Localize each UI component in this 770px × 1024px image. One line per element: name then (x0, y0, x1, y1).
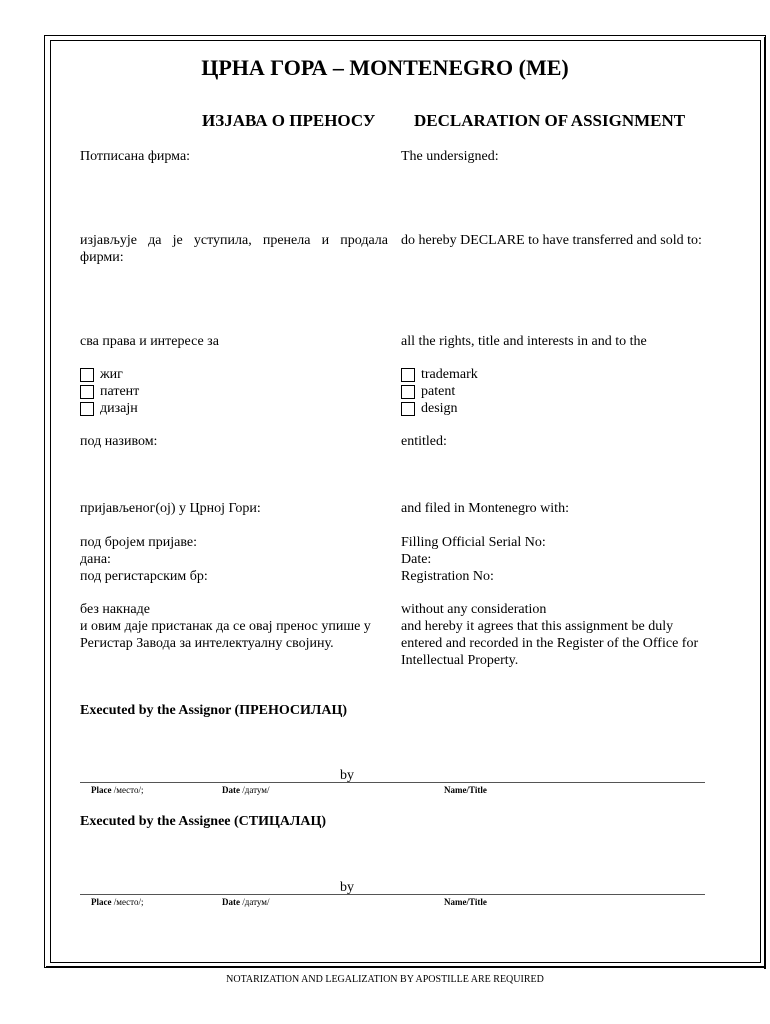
place-label-sr: /место/; (113, 785, 144, 795)
registration-label-en: Registration No: (401, 569, 494, 584)
assignee-name-title-caption: Name/Title (444, 897, 487, 907)
undersigned-label-en: The undersigned: (401, 149, 499, 164)
date-label-sr: /датум/ (242, 897, 270, 907)
filed-label-sr: пријављеног(ој) у Црној Гори: (80, 501, 261, 516)
header-serbian: ИЗЈАВА О ПРЕНОСУ (202, 111, 376, 130)
checkbox-label: trademark (421, 367, 478, 382)
serial-label-sr: под бројем пријаве: (80, 535, 198, 550)
place-label: Place (91, 785, 112, 795)
date-label: Date (222, 897, 240, 907)
checkbox-group-en (401, 366, 478, 417)
declare-text-sr: изјављује да је уступила, пренела и продала фирми: (80, 233, 388, 265)
assignor-name-title-caption: Name/Title (444, 785, 487, 795)
assignee-signature-line[interactable] (80, 894, 705, 895)
declare-text-en: do hereby DECLARE to have transferred and sold to: (401, 233, 702, 248)
header-english: DECLARATION OF ASSIGNMENT (414, 111, 686, 130)
assignee-place-caption (91, 897, 143, 907)
place-label-sr: /место/; (113, 897, 144, 907)
date-label-en: Date: (401, 552, 432, 567)
consideration-text-sr: и овим даје пристанак да се овај пренос упише у Регистар Завода за интелектуалну својину. (80, 619, 371, 651)
serial-label-en: Filling Official Serial No: (401, 535, 546, 550)
footer-notice: NOTARIZATION AND LEGALIZATION BY APOSTILLE ARE REQUIRED (226, 974, 544, 985)
checkbox-label: патент (100, 384, 140, 399)
assignor-by-label: by (340, 768, 354, 783)
consideration-line1-sr: без накнаде (80, 602, 150, 617)
assignee-heading: Executed by the Assignee (СТИЦАЛАЦ) (80, 814, 327, 829)
assignee-date-caption (222, 897, 269, 907)
assignor-place-caption (91, 785, 143, 795)
checkbox-design-en[interactable] (401, 402, 415, 416)
checkbox-row-patent-en[interactable] (401, 383, 478, 400)
date-label-sr: /датум/ (242, 785, 270, 795)
document-title: ЦРНА ГОРА – MONTENEGRO (ME) (201, 55, 569, 80)
checkbox-patent-en[interactable] (401, 385, 415, 399)
checkbox-row-design-en[interactable] (401, 400, 478, 417)
checkbox-label: design (421, 401, 458, 416)
checkbox-trademark-sr[interactable] (80, 368, 94, 382)
date-label-sr: дана: (80, 552, 111, 567)
checkbox-label: patent (421, 384, 456, 399)
filed-label-en: and filed in Montenegro with: (401, 501, 569, 516)
registration-label-sr: под регистарским бр: (80, 569, 208, 584)
rights-text-en: all the rights, title and interests in and to the (401, 334, 647, 349)
checkbox-group-sr (80, 366, 139, 417)
entitled-label-sr: под називом: (80, 434, 158, 449)
checkbox-row-design-sr[interactable] (80, 400, 139, 417)
place-label: Place (91, 897, 112, 907)
checkbox-row-trademark-sr[interactable] (80, 366, 139, 383)
checkbox-label: дизајн (100, 401, 138, 416)
checkbox-label: жиг (100, 367, 123, 382)
assignor-heading: Executed by the Assignor (ПРЕНОСИЛАЦ) (80, 703, 348, 718)
assignor-date-caption (222, 785, 269, 795)
rights-text-sr: сва права и интересе за (80, 334, 219, 349)
assignee-by-label: by (340, 880, 354, 895)
checkbox-patent-sr[interactable] (80, 385, 94, 399)
checkbox-row-patent-sr[interactable] (80, 383, 139, 400)
date-label: Date (222, 785, 240, 795)
checkbox-design-sr[interactable] (80, 402, 94, 416)
checkbox-row-trademark-en[interactable] (401, 366, 478, 383)
consideration-text-en: and hereby it agrees that this assignment be duly entered and recorded in the Register of the Office for Intellectual Property. (401, 619, 699, 668)
undersigned-label-sr: Потписана фирма: (80, 149, 191, 164)
entitled-label-en: entitled: (401, 434, 447, 449)
border-shadow-right (764, 37, 766, 969)
assignor-signature-line[interactable] (80, 782, 705, 783)
consideration-line1-en: without any consideration (401, 602, 547, 617)
border-shadow-bottom (46, 966, 766, 968)
checkbox-trademark-en[interactable] (401, 368, 415, 382)
